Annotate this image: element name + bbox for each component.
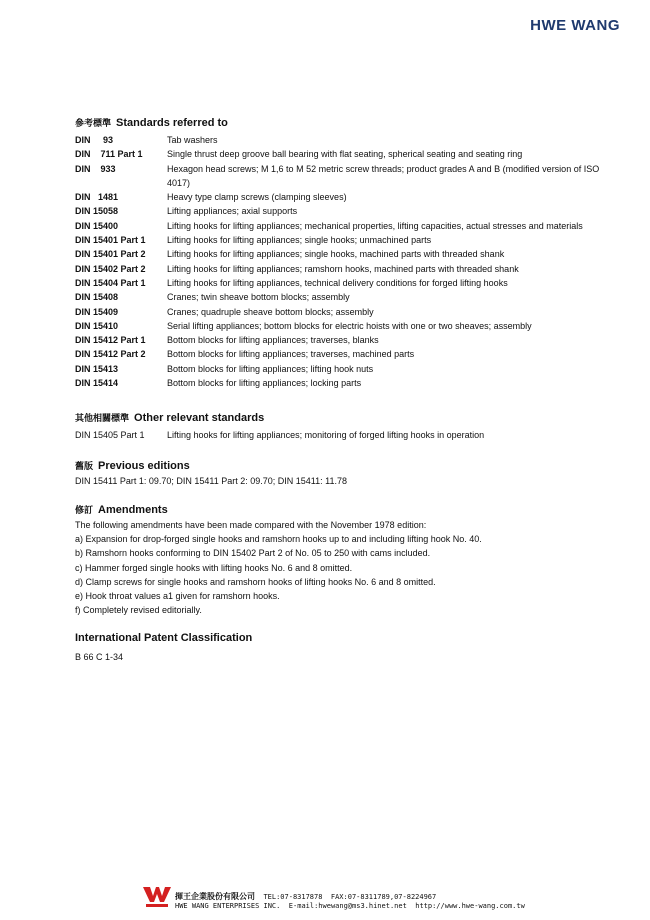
standard-row <box>75 233 605 247</box>
other-heading-text: Other relevant standards <box>134 412 265 424</box>
standards-heading <box>75 116 228 129</box>
standard-row <box>75 276 605 290</box>
standard-title: Tab washers <box>167 135 218 145</box>
standard-row <box>75 262 605 276</box>
footer-company-en: HWE WANG ENTERPRISES INC. <box>175 902 281 910</box>
standard-title: Cranes; quadruple sheave bottom blocks; assembly <box>167 306 374 317</box>
standard-code: DIN 93 <box>75 135 114 145</box>
amendments-list <box>75 532 575 618</box>
standards-heading-cjk: 參考標準 <box>75 118 112 128</box>
standard-code: DIN 15412 Part 1 <box>75 335 146 346</box>
previous-heading <box>75 459 190 472</box>
ipc-code: B 66 C 1-34 <box>75 652 124 662</box>
standards-list <box>75 133 605 390</box>
standard-row <box>75 319 605 333</box>
standard-row <box>75 219 605 233</box>
standard-code: DIN 711 Part 1 <box>75 149 143 160</box>
standard-row <box>75 290 605 304</box>
company-logo-icon <box>142 884 172 910</box>
standard-code: DIN 15058 <box>75 206 119 217</box>
previous-text: DIN 15411 Part 1: 09.70; DIN 15411 Part 2: 09.70; DIN 15411: 11.78 <box>75 476 348 486</box>
standard-code: DIN 15401 Part 2 <box>75 249 146 260</box>
standard-title: Bottom blocks for lifting appliances; traverses, machined parts <box>167 349 415 360</box>
ipc-heading <box>75 632 252 644</box>
standard-row <box>75 147 605 161</box>
standard-title: Lifting hooks for lifting appliances; single hooks; unmachined parts <box>167 235 432 246</box>
amendment-item: b) Ramshorn hooks conforming to DIN 15402 Part 2 of No. 05 to 250 with cams included. <box>75 548 431 559</box>
standard-title: Lifting appliances; axial supports <box>167 206 298 217</box>
standard-code: DIN 15414 <box>75 378 119 389</box>
standards-heading-text: Standards referred to <box>116 117 228 129</box>
other-code: DIN 15405 Part 1 <box>75 430 145 440</box>
standard-title: Single thrust deep groove ball bearing with flat seating, spherical seating and seating ring <box>167 149 523 160</box>
standard-code: DIN 15400 <box>75 220 119 231</box>
standard-row <box>75 347 605 361</box>
standard-title: Cranes; twin sheave bottom blocks; assembly <box>167 292 350 303</box>
standard-row <box>75 362 605 376</box>
standard-code: DIN 15412 Part 2 <box>75 349 146 360</box>
standard-title: Lifting hooks for lifting appliances; mechanical properties, lifting capacities, actual stresses and materials <box>167 220 583 231</box>
standard-row <box>75 376 605 390</box>
standard-row <box>75 247 605 261</box>
standard-code: DIN 933 <box>75 163 116 174</box>
standard-title: Lifting hooks for lifting appliances, technical delivery conditions for forged lifting hooks <box>167 277 508 288</box>
amendment-item: e) Hook throat values a1 given for ramshorn hooks. <box>75 591 280 602</box>
brand-header: HWE WANG <box>530 17 620 34</box>
standard-row <box>75 190 605 204</box>
standard-code: DIN 15413 <box>75 363 119 374</box>
footer-contact <box>175 892 525 911</box>
standard-code: DIN 15408 <box>75 292 119 303</box>
standard-row <box>75 162 605 191</box>
standard-title: Bottom blocks for lifting appliances; traverses, blanks <box>167 335 379 346</box>
other-row <box>75 428 605 442</box>
standard-code: DIN 15401 Part 1 <box>75 235 146 246</box>
footer-email: E-mail:hwewang@ms3.hinet.net http://www.hwe-wang.com.tw <box>288 902 525 910</box>
standard-title: Heavy type clamp screws (clamping sleeves) <box>167 192 347 203</box>
standard-title: Serial lifting appliances; bottom blocks for electric hoists with one or two sheaves; assembly <box>167 320 532 331</box>
standard-row <box>75 133 605 147</box>
standard-title: Bottom blocks for lifting appliances; locking parts <box>167 378 362 389</box>
standard-title: Lifting hooks for lifting appliances; single hooks, machined parts with threaded shank <box>167 249 505 260</box>
standard-code: DIN 15410 <box>75 320 119 331</box>
amendments-heading-cjk: 修訂 <box>75 505 94 515</box>
standard-row <box>75 204 605 218</box>
amendment-item: c) Hammer forged single hooks with lifting hooks No. 6 and 8 omitted. <box>75 562 353 573</box>
standard-title: Bottom blocks for lifting appliances; lifting hook nuts <box>167 363 374 374</box>
standard-code: DIN 1481 <box>75 192 119 203</box>
standard-code: DIN 15409 <box>75 306 119 317</box>
standard-row <box>75 333 605 347</box>
footer-tel: TEL:07-8317878 FAX:07-8311789,07-8224967 <box>263 893 437 901</box>
other-heading <box>75 411 264 424</box>
amendment-item: d) Clamp screws for single hooks and ramshorn hooks of lifting hooks No. 6 and 8 omitted. <box>75 576 436 587</box>
amendment-item: f) Completely revised editorially. <box>75 605 202 616</box>
amendment-item: a) Expansion for drop-forged single hooks and ramshorn hooks up to and including lifting hook No. 40. <box>75 534 482 544</box>
standard-code: DIN 15402 Part 2 <box>75 263 146 274</box>
previous-heading-cjk: 舊版 <box>75 461 94 471</box>
footer-company-cn: 揮王企業股份有限公司 <box>175 892 255 901</box>
standard-code: DIN 15404 Part 1 <box>75 277 146 288</box>
amendments-heading <box>75 503 168 516</box>
amendments-heading-text: Amendments <box>98 504 168 516</box>
ipc-heading-text: International Patent Classification <box>75 632 253 644</box>
amendments-intro: The following amendments have been made compared with the November 1978 edition: <box>75 520 427 530</box>
previous-heading-text: Previous editions <box>98 460 190 472</box>
standard-title: Lifting hooks for lifting appliances; ramshorn hooks, machined parts with threaded shank <box>167 263 519 274</box>
other-heading-cjk: 其他相關標準 <box>75 413 130 423</box>
other-title: Lifting hooks for lifting appliances; monitoring of forged lifting hooks in operation <box>167 430 485 440</box>
standard-title: Hexagon head screws; M 1,6 to M 52 metric screw threads; product grades A and B (modified version of ISO 4017) <box>167 163 600 188</box>
standard-row <box>75 305 605 319</box>
